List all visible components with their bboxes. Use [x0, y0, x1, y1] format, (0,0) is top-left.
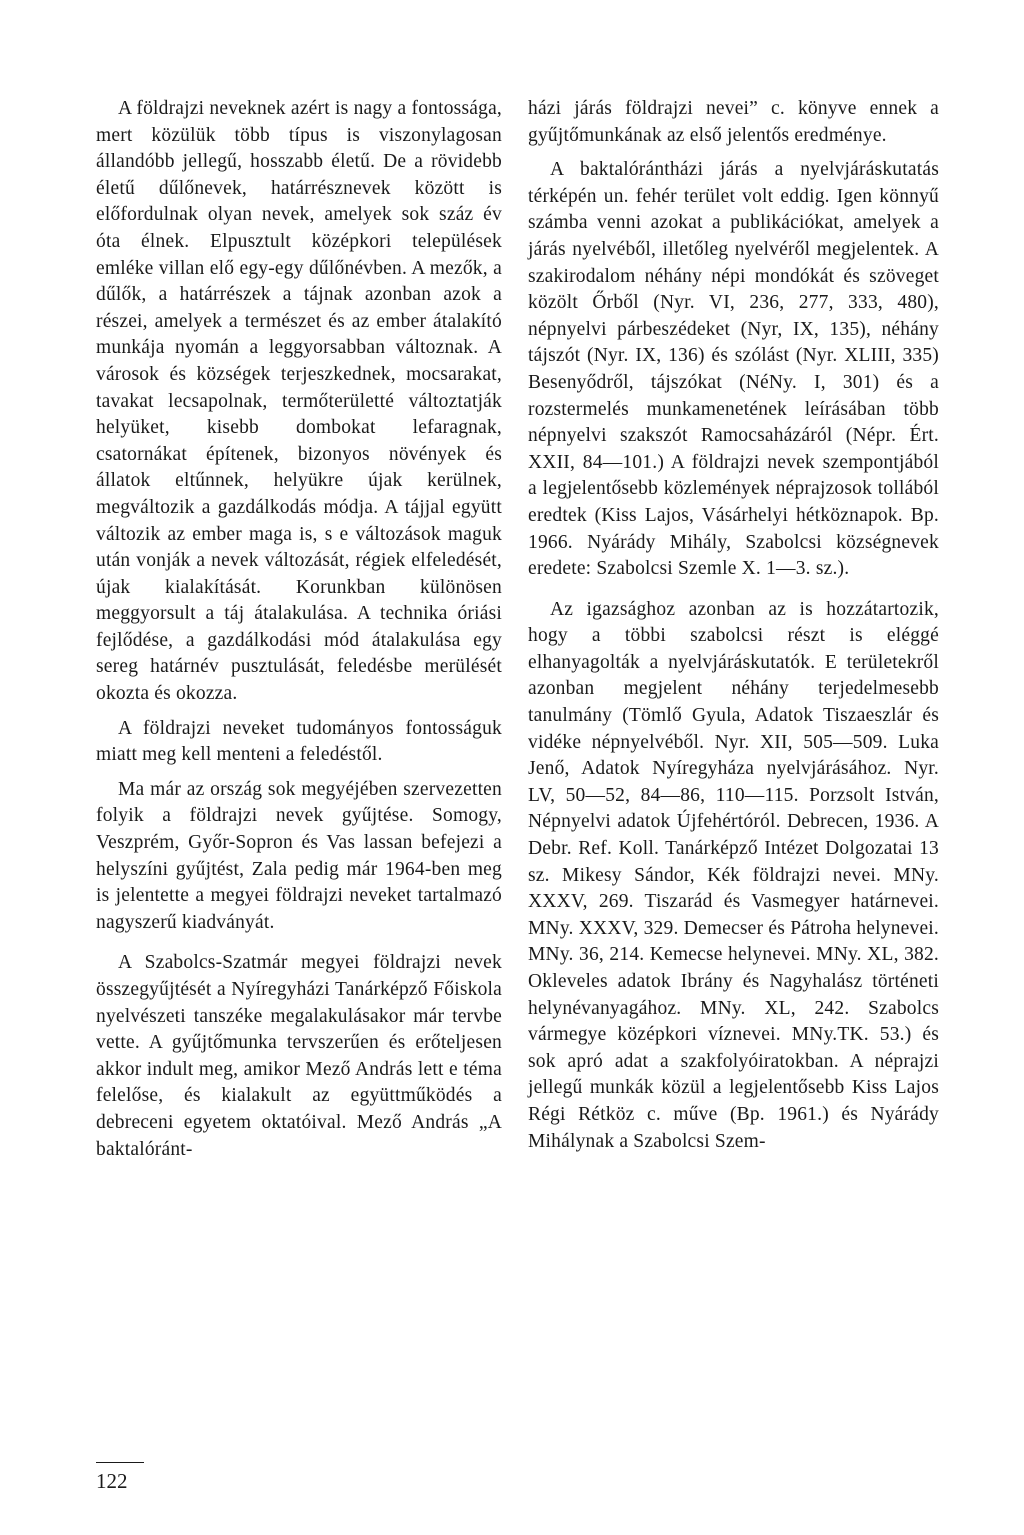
page-number: 122	[96, 1462, 144, 1494]
paragraph: A Szabolcs-Szatmár megyei földrajzi nevek összegyűjtését a Nyíregyházi Tanárképző Főiskola nyelvészeti tanszéke megalakulásakor már tervbe vette. A gyűjtőmunka tervszerűen és erőteljesen akkor indult meg, amikor Mező András lett e téma felelőse, és kialakult az együttműködés a debreceni egyetem oktatóival. Mező András „A baktalóránt-	[96, 952, 502, 1160]
paragraph: Ma már az ország sok megyéjében szervezetten folyik a földrajzi nevek gyűjtése. Somogy, Veszprém, Győr-Sopron és Vas lassan befejezi a helyszíni gyűjtést, Zala pedig már 1964-ben meg is jelentette a megyei földrajzi neveket tartalmazó nagyszerű kiadványát.	[96, 778, 502, 933]
paragraph: Az igazsághoz azonban az is hozzátartozik, hogy a többi szabolcsi részt is eléggé elhanyagolták a nyelvjáráskutatók. E területekről azonban megjelent néhány terjedelmesebb tanulmány (Tömlő Gyula, Adatok Tiszaeszlár és vidéke népnyelvéből. Nyr. XII, 505—509. Luka Jenő, Adatok Nyíregyháza nyelvjárásához. Nyr. LV, 50—52, 84—86, 110—115. Porzsolt István, Népnyelvi adatok Újfehértóról. Debrecen, 1936. A Debr. Ref. Koll. Tanárképző Intézet Dolgozatai 13 sz. Mikesy Sándor, Kék földrajzi nevei. MNy. XXXV, 269. Tiszarád és Vasmegyer határnevei. MNy. XXXV, 329. Demecser és Pátroha helynevei. MNy. 36, 214. Kemecse helynevei. MNy. XL, 382. Okleveles adatok Ibrány és Nagyhalász történeti helynévanyagához. MNy. XL, 242. Szabolcs vármegye középkori víznevei. MNy.TK. 53.) és sok apró adat a szakfolyóiratokban. A néprajzi jellegű munkák közül a legjelentősebb Kiss Lajos Régi Rétköz c. műve (Bp. 1961.) és Nyárády Mihálynak a Szabolcsi Szem-	[528, 598, 939, 1152]
paragraph: házi járás földrajzi nevei” c. könyve ennek a gyűjtőmunkának az első jelentős eredménye.	[528, 98, 939, 146]
left-text-column	[96, 96, 502, 1163]
paragraph: A baktalórántházi járás a nyelvjáráskutatás térképén un. fehér terület volt eddig. Igen könnyű számba venni azokat a publikációkat, amelyek a járás nyelvéből, illetőleg nyelvéről megjelentek. A szakirodalom néhány népi mondókát és szöveget közölt Őrből (Nyr. VI, 236, 277, 333, 480), népnyelvi párbeszédeket (Nyr, IX, 135), néhány tájszót (Nyr. IX, 136) és szólást (Nyr. XLIII, 335) Besenyődről, tájszókat (NéNy. I, 301) és a rozstermelés munkamenetének leírásában több népnyelvi szakszót Ramocsaházáról (Népr. Ért. XXII, 84—101.) A földrajzi nevek szempontjából a legjelentősebb közlemények néprajzosok tollából eredtek (Kiss Lajos, Vásárhelyi hétköznapok. Bp. 1966. Nyárády Mihály, Szabolcsi községnevek eredete: Szabolcsi Szemle X. 1—3. sz.).	[528, 159, 939, 580]
paragraph: A földrajzi neveket tudományos fontosságuk miatt meg kell menteni a feledéstől.	[96, 717, 502, 766]
right-text-column	[528, 96, 939, 1155]
paragraph: A földrajzi neveknek azért is nagy a fontossága, mert közülük több típus is viszonylagosan állandóbb jellegű, hosszabb életű. De a rövidebb életű dűlőnevek, határrésznevek között is előfordulnak olyan nevek, amelyek sok száz év óta élnek. Elpusztult középkori települések emléke villan elő egy-egy dűlőnévben. A mezők, a dűlők, a határrészek a tájnak azonban azok a részei, amelyek a természet és az ember átalakító munkája nyomán a leggyorsabban változnak. A városok és községek terjeszkednek, mocsarakat, tavakat lecsapolnak, termőterületté változtatják helyüket, kisebb dombokat lefaragnak, csatornákat építenek, bizonyos növények és állatok eltűnnek, helyükre újak kerülnek, megváltozik a gazdálkodás módja. A tájjal együtt változik az ember maga is, s e változások maguk után vonják a nevek változását, régiek elfeledését, újak kialakítását. Korunkban különösen meggyorsult a táj átalakulása. A technika óriási fejlődése, a gazdálkodási mód átalakulása egy sereg határnév pusztulását, feledésbe merülését okozta és okozza.	[96, 98, 502, 705]
